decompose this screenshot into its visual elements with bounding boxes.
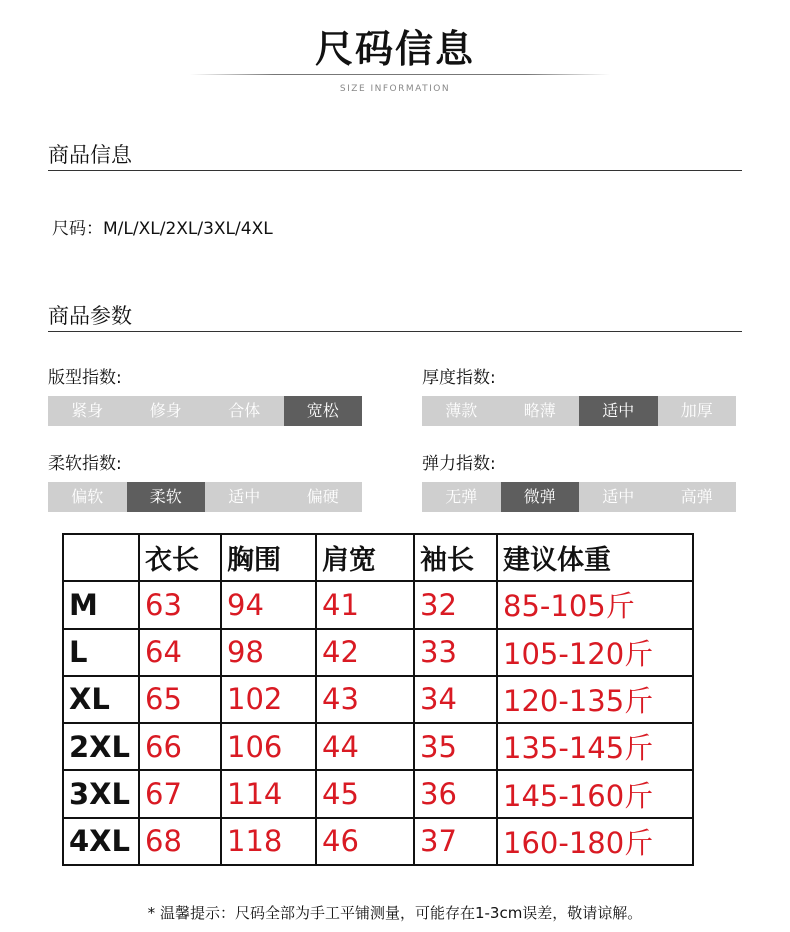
- table-header-cell: 胸围: [221, 534, 316, 581]
- scale-option: 加厚: [658, 396, 737, 426]
- value-cell: 33: [414, 629, 497, 676]
- thickness-index: [422, 366, 736, 426]
- elasticity-index-scale: [422, 482, 736, 512]
- value-cell: 37: [414, 818, 497, 865]
- value-cell: 102: [221, 676, 316, 723]
- scale-option: 偏软: [48, 482, 127, 512]
- scale-option: 合体: [205, 396, 284, 426]
- table-row: [63, 818, 693, 865]
- table-row: [63, 581, 693, 628]
- size-label-cell: 4XL: [63, 818, 139, 865]
- fit-index-scale: [48, 396, 362, 426]
- table-row: [63, 676, 693, 723]
- value-cell: 42: [316, 629, 414, 676]
- value-cell: 64: [139, 629, 221, 676]
- value-cell: 36: [414, 770, 497, 817]
- value-cell: 34: [414, 676, 497, 723]
- table-header-cell: 袖长: [414, 534, 497, 581]
- scale-option: 适中: [579, 482, 658, 512]
- scale-option: 微弹: [501, 482, 580, 512]
- fit-index-label: 版型指数:: [48, 368, 122, 388]
- table-header-cell: 衣长: [139, 534, 221, 581]
- table-row: [63, 770, 693, 817]
- value-cell: 63: [139, 581, 221, 628]
- table-header-cell: 肩宽: [316, 534, 414, 581]
- value-cell: 68: [139, 818, 221, 865]
- fit-index: [48, 366, 362, 426]
- value-cell: 41: [316, 581, 414, 628]
- value-cell: 45: [316, 770, 414, 817]
- value-cell: 106: [221, 723, 316, 770]
- value-cell: 118: [221, 818, 316, 865]
- size-chart-table: [62, 533, 694, 866]
- scale-option: 宽松: [284, 396, 363, 426]
- scale-option: 修身: [127, 396, 206, 426]
- value-cell: 67: [139, 770, 221, 817]
- table-row: [63, 723, 693, 770]
- title-divider: [190, 74, 610, 75]
- product-info-heading: 商品信息: [48, 143, 132, 167]
- page-title: 尺码信息: [314, 27, 475, 71]
- product-params-heading: 商品参数: [48, 304, 132, 328]
- value-cell: 145-160斤: [497, 770, 693, 817]
- value-cell: 46: [316, 818, 414, 865]
- table-header-cell: 建议体重: [497, 534, 693, 581]
- value-cell: 44: [316, 723, 414, 770]
- value-cell: 43: [316, 676, 414, 723]
- elasticity-index: [422, 452, 736, 512]
- scale-option: 适中: [579, 396, 658, 426]
- sizes-line: 尺码：M/L/XL/2XL/3XL/4XL: [52, 219, 273, 239]
- value-cell: 160-180斤: [497, 818, 693, 865]
- scale-option: 略薄: [501, 396, 580, 426]
- value-cell: 85-105斤: [497, 581, 693, 628]
- table-row: [63, 629, 693, 676]
- value-cell: 98: [221, 629, 316, 676]
- softness-index-label: 柔软指数:: [48, 454, 122, 474]
- product-params-divider: [48, 331, 742, 332]
- page-subtitle: SIZE INFORMATION: [339, 84, 451, 94]
- scale-option: 薄款: [422, 396, 501, 426]
- value-cell: 66: [139, 723, 221, 770]
- size-label-cell: XL: [63, 676, 139, 723]
- softness-index: [48, 452, 362, 512]
- table-header-cell: [63, 534, 139, 581]
- elasticity-index-label: 弹力指数:: [422, 454, 496, 474]
- value-cell: 35: [414, 723, 497, 770]
- value-cell: 120-135斤: [497, 676, 693, 723]
- value-cell: 114: [221, 770, 316, 817]
- size-label-cell: M: [63, 581, 139, 628]
- scale-option: 柔软: [127, 482, 206, 512]
- scale-option: 紧身: [48, 396, 127, 426]
- scale-option: 高弹: [658, 482, 737, 512]
- softness-index-scale: [48, 482, 362, 512]
- size-label-cell: 3XL: [63, 770, 139, 817]
- thickness-index-label: 厚度指数:: [422, 368, 496, 388]
- measurement-footnote: * 温馨提示：尺码全部为手工平铺测量，可能存在1-3cm误差，敬请谅解。: [147, 904, 643, 922]
- value-cell: 135-145斤: [497, 723, 693, 770]
- value-cell: 65: [139, 676, 221, 723]
- scale-option: 适中: [205, 482, 284, 512]
- value-cell: 32: [414, 581, 497, 628]
- value-cell: 105-120斤: [497, 629, 693, 676]
- value-cell: 94: [221, 581, 316, 628]
- scale-option: 无弹: [422, 482, 501, 512]
- size-label-cell: L: [63, 629, 139, 676]
- size-label-cell: 2XL: [63, 723, 139, 770]
- table-header-row: [63, 534, 693, 581]
- thickness-index-scale: [422, 396, 736, 426]
- scale-option: 偏硬: [284, 482, 363, 512]
- product-info-divider: [48, 170, 742, 171]
